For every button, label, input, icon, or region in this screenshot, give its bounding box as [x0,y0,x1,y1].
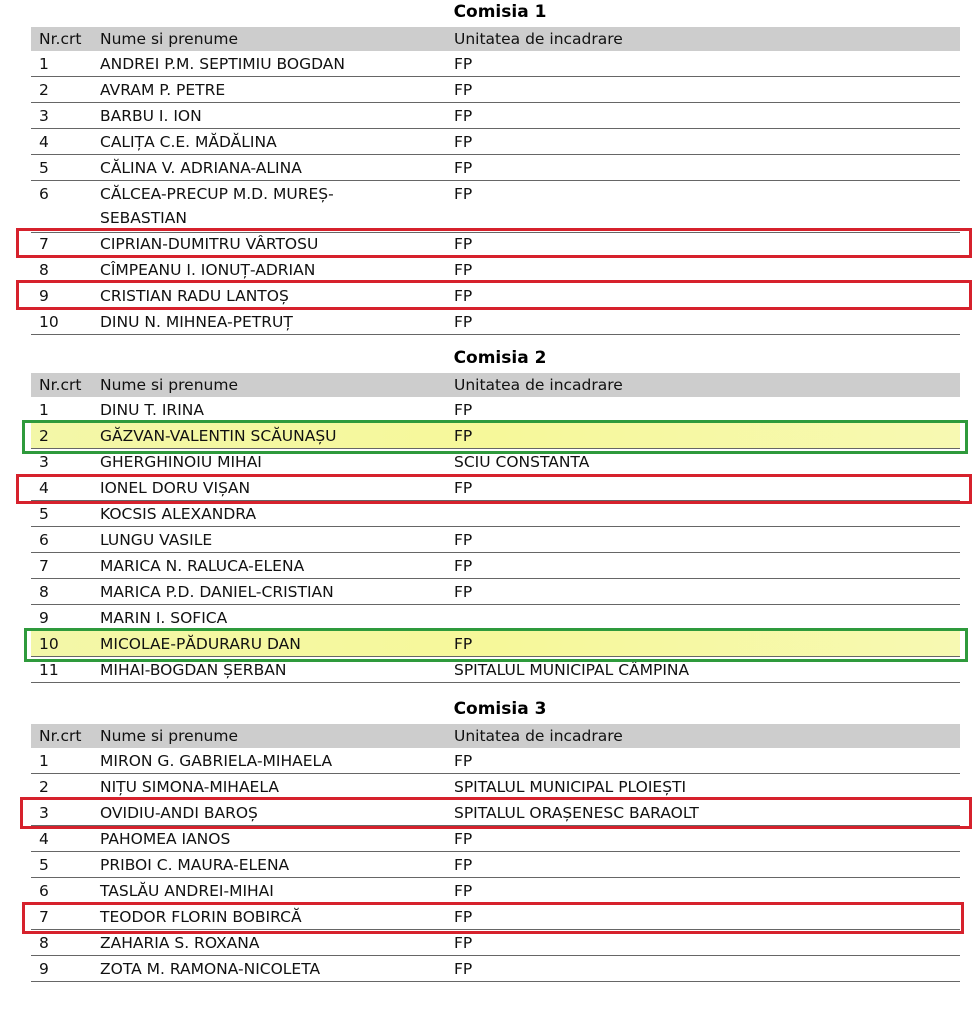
row-unit: SPITALUL ORAȘENESC BARAOLT [454,804,699,822]
table-row [31,579,960,605]
row-unit: FP [454,427,473,445]
table-row [31,748,960,774]
table-row [31,553,960,579]
row-nr: 5 [39,159,49,177]
table-row [31,878,960,904]
row-name: GHERGHINOIU MIHAI [100,453,262,471]
row-name: CÎMPEANU I. IONUȚ-ADRIAN [100,261,316,279]
table-row [31,956,960,982]
row-name: GĂZVAN-VALENTIN SCĂUNAȘU [100,427,337,445]
header-name: Nume si prenume [100,727,238,745]
header-unit: Unitatea de incadrare [454,727,623,745]
header-name: Nume si prenume [100,30,238,48]
row-unit: SCIU CONSTANTA [454,453,590,471]
row-name: LUNGU VASILE [100,531,213,549]
row-unit: FP [454,635,473,653]
row-name: OVIDIU-ANDI BAROȘ [100,804,258,822]
header-nr: Nr.crt [39,30,82,48]
table-row [31,930,960,956]
row-name: NIȚU SIMONA-MIHAELA [100,778,279,796]
table-row [31,904,960,930]
row-name: PAHOMEA IANOS [100,830,231,848]
row-unit: FP [454,960,473,978]
commission-title: Comisia 2 [453,348,547,368]
table-row [31,103,960,129]
table-row [31,77,960,103]
row-name: MARIN I. SOFICA [100,609,228,627]
table-row [31,475,960,501]
header-name: Nume si prenume [100,376,238,394]
row-unit: FP [454,185,473,203]
row-unit: FP [454,133,473,151]
table-row [31,423,960,449]
row-unit: FP [454,752,473,770]
row-name: TASLĂU ANDREI-MIHAI [100,882,274,900]
row-nr: 6 [39,185,49,203]
row-name: CĂLINA V. ADRIANA-ALINA [100,159,302,177]
table-row [31,129,960,155]
row-nr: 10 [39,635,59,653]
row-nr: 6 [39,882,49,900]
table-row [31,501,960,527]
table-row [31,852,960,878]
row-nr: 11 [39,661,59,679]
table-row [31,826,960,852]
table-row [31,283,960,309]
table-row [31,800,960,826]
row-unit: FP [454,882,473,900]
row-nr: 4 [39,479,49,497]
row-unit: FP [454,261,473,279]
row-nr: 3 [39,107,49,125]
row-nr: 8 [39,934,49,952]
row-unit: FP [454,81,473,99]
row-nr: 9 [39,609,49,627]
table-row [31,257,960,283]
row-nr: 5 [39,856,49,874]
commission-title: Comisia 3 [453,699,547,719]
row-name: MICOLAE-PĂDURARU DAN [100,635,301,653]
table-row [31,181,960,233]
table-row [31,774,960,800]
row-name: BARBU I. ION [100,107,202,125]
row-unit: FP [454,107,473,125]
row-name: MIRON G. GABRIELA-MIHAELA [100,752,333,770]
row-name: ZAHARIA S. ROXANA [100,934,260,952]
table-row [31,51,960,77]
row-unit: FP [454,479,473,497]
row-nr: 1 [39,752,49,770]
row-name: KOCSIS ALEXANDRA [100,505,257,523]
row-unit: SPITALUL MUNICIPAL CÂMPINA [454,661,690,679]
row-name: CALIȚA C.E. MĂDĂLINA [100,133,277,151]
row-unit: SPITALUL MUNICIPAL PLOIEȘTI [454,778,687,796]
table-row [31,657,960,683]
row-name: ZOTA M. RAMONA-NICOLETA [100,960,321,978]
row-unit: FP [454,235,473,253]
row-nr: 3 [39,804,49,822]
table-row [31,631,960,657]
row-unit: FP [454,531,473,549]
header-unit: Unitatea de incadrare [454,376,623,394]
row-unit: FP [454,934,473,952]
row-name: TEODOR FLORIN BOBIRCĂ [100,908,302,926]
row-nr: 9 [39,287,49,305]
row-name: CRISTIAN RADU LANTOȘ [100,287,289,305]
table-row [31,397,960,423]
commission-title: Comisia 1 [453,2,547,22]
row-nr: 5 [39,505,49,523]
row-unit: FP [454,287,473,305]
row-unit: FP [454,401,473,419]
row-nr: 9 [39,960,49,978]
row-name: MARICA N. RALUCA-ELENA [100,557,305,575]
table-row [31,155,960,181]
row-nr: 6 [39,531,49,549]
row-name: MIHAI-BOGDAN ȘERBAN [100,661,287,679]
row-nr: 4 [39,830,49,848]
row-nr: 7 [39,908,49,926]
row-nr: 8 [39,261,49,279]
row-name: DINU N. MIHNEA-PETRUȚ [100,313,293,331]
row-nr: 10 [39,313,59,331]
row-name: ANDREI P.M. SEPTIMIU BOGDAN [100,55,345,73]
row-unit: FP [454,55,473,73]
table-header [31,724,960,748]
row-name: CĂLCEA-PRECUP M.D. MUREȘ-SEBASTIAN [100,185,334,227]
row-unit: FP [454,557,473,575]
row-nr: 2 [39,81,49,99]
row-nr: 7 [39,235,49,253]
row-name: IONEL DORU VIȘAN [100,479,251,497]
row-name: MARICA P.D. DANIEL-CRISTIAN [100,583,334,601]
row-name: DINU T. IRINA [100,401,204,419]
row-nr: 8 [39,583,49,601]
row-nr: 1 [39,55,49,73]
row-unit: FP [454,908,473,926]
row-unit: FP [454,830,473,848]
row-unit: FP [454,583,473,601]
row-nr: 3 [39,453,49,471]
row-unit: FP [454,313,473,331]
table-row [31,527,960,553]
table-header [31,373,960,397]
row-nr: 2 [39,778,49,796]
table-row [31,231,960,257]
table-row [31,605,960,631]
table-header [31,27,960,51]
row-nr: 1 [39,401,49,419]
row-name: AVRAM P. PETRE [100,81,226,99]
row-nr: 4 [39,133,49,151]
row-nr: 2 [39,427,49,445]
row-nr: 7 [39,557,49,575]
header-nr: Nr.crt [39,376,82,394]
row-name: PRIBOI C. MAURA-ELENA [100,856,290,874]
row-unit: FP [454,159,473,177]
table-row [31,449,960,475]
row-unit: FP [454,856,473,874]
header-nr: Nr.crt [39,727,82,745]
row-name: CIPRIAN-DUMITRU VÂRTOSU [100,235,319,253]
table-row [31,309,960,335]
header-unit: Unitatea de incadrare [454,30,623,48]
